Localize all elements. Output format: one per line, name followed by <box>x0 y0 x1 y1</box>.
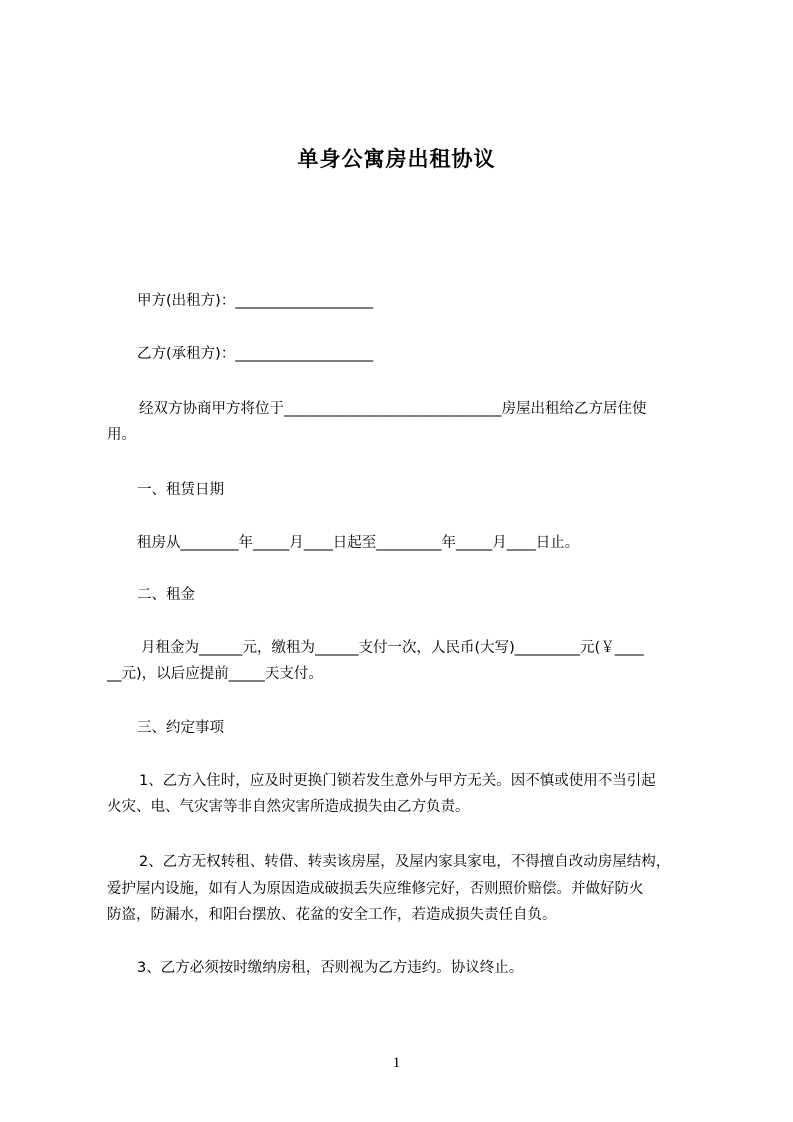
item-1-line-1: 1、乙方入住时，应及时更换门锁若发生意外与甲方无关。因不慎或使用不当引起 <box>139 773 656 789</box>
section-2-heading: 二、租金 <box>137 587 195 603</box>
item-2-line-1: 2、乙方无权转租、转借、转卖该房屋，及屋内家具家电，不得擅自改动房屋结构， <box>139 854 671 870</box>
item-3-line-1: 3、乙方必须按时缴纳房租，否则视为乙方违约。协议终止。 <box>137 960 524 976</box>
document-title: 单身公寓房出租协议 <box>297 147 496 171</box>
section-2-line-2: __元)，以后应提前_____天支付。 <box>107 666 323 682</box>
item-2-line-2: 爱护屋内设施，如有人为原因造成破损丢失应维修完好，否则照价赔偿。并做好防火 <box>107 881 644 897</box>
item-2-line-3: 防盗，防漏水，和阳台摆放、花盆的安全工作，若造成损失责任自负。 <box>107 907 557 923</box>
item-1-line-2: 火灾、电、气灾害等非自然灾害所造成损失由乙方负责。 <box>107 799 470 815</box>
intro-line-2: 用。 <box>107 427 136 443</box>
page-number: 1 <box>392 1055 401 1071</box>
section-3-heading: 三、约定事项 <box>137 720 224 736</box>
party-b-line: 乙方(承租方)：___________________ <box>137 346 374 362</box>
section-1-text: 租房从________年_____月____日起至_________年_____月____日止。 <box>137 535 580 551</box>
section-1-heading: 一、租赁日期 <box>137 482 224 498</box>
intro-line-1: 经双方协商甲方将位于______________________________房屋出租给乙方居住使 <box>139 401 647 417</box>
party-a-line: 甲方(出租方)：___________________ <box>137 293 374 309</box>
section-2-line-1: 月租金为______元，缴租为______支付一次，人民币(大写)_________元(￥____ <box>141 640 644 656</box>
